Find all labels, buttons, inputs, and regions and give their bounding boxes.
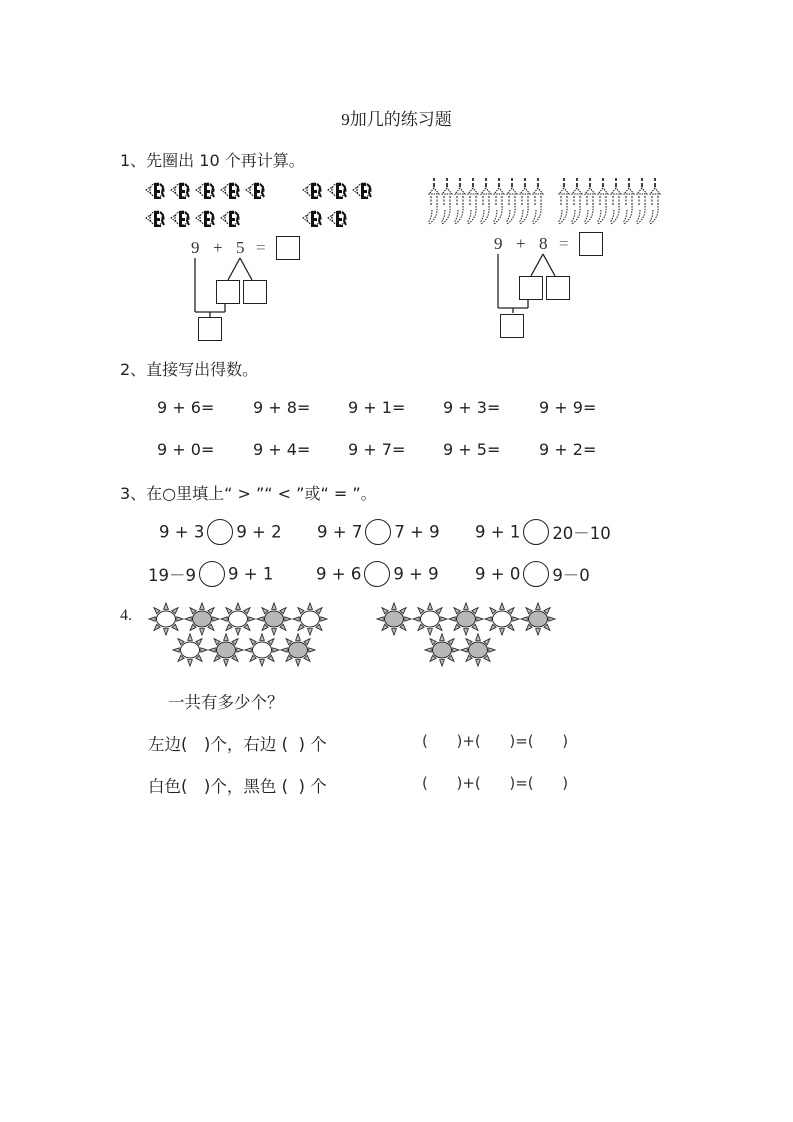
candle-icon bbox=[610, 178, 623, 230]
candle-icon bbox=[454, 178, 467, 230]
equals-sign: = bbox=[256, 238, 266, 257]
compare-circle[interactable] bbox=[207, 519, 233, 545]
candle-icon bbox=[584, 178, 597, 230]
make-ten-box[interactable] bbox=[500, 314, 524, 338]
candle-group-left bbox=[428, 178, 545, 230]
left-expr: 9 + 3 bbox=[159, 522, 205, 542]
question-3-heading: 3、在○里填上“ > ”“ < ”或“ = ”。 bbox=[120, 484, 377, 503]
candle-icon bbox=[428, 178, 441, 230]
answer-box[interactable] bbox=[276, 236, 300, 260]
compare-circle[interactable] bbox=[523, 561, 549, 587]
gray-sun-icon bbox=[280, 633, 316, 671]
fish-icon bbox=[327, 180, 350, 204]
candle-icon bbox=[597, 178, 610, 230]
problem: 9 + 2= bbox=[539, 440, 597, 459]
equals-sign: = bbox=[559, 234, 569, 253]
question-4-heading: 4. bbox=[120, 607, 132, 624]
split-box-1[interactable] bbox=[519, 276, 543, 300]
gray-sun-icon bbox=[520, 602, 556, 640]
right-expr: 9－0 bbox=[552, 566, 590, 585]
comparison-item bbox=[317, 519, 440, 545]
candle-icon bbox=[480, 178, 493, 230]
comparison-item bbox=[159, 519, 282, 545]
fish-group-row2-right bbox=[302, 208, 350, 232]
addend-a: 9 bbox=[494, 234, 503, 253]
addend-b: 8 bbox=[539, 234, 548, 253]
candle-icon bbox=[636, 178, 649, 230]
split-box-2[interactable] bbox=[243, 280, 267, 304]
comparison-item bbox=[475, 561, 590, 587]
problem: 9 + 6= bbox=[157, 398, 215, 417]
fish-icon bbox=[302, 208, 325, 232]
fish-icon bbox=[302, 180, 325, 204]
problem: 9 + 5= bbox=[443, 440, 501, 459]
comparison-item bbox=[475, 519, 611, 545]
candle-icon bbox=[623, 178, 636, 230]
problem: 9 + 7= bbox=[348, 440, 406, 459]
right-expr: 9 + 9 bbox=[393, 564, 439, 584]
candle-icon bbox=[441, 178, 454, 230]
candle-icon bbox=[571, 178, 584, 230]
split-box-1[interactable] bbox=[216, 280, 240, 304]
problem: 9 + 0= bbox=[157, 440, 215, 459]
fish-icon bbox=[220, 208, 243, 232]
problem: 9 + 9= bbox=[539, 398, 597, 417]
fish-icon bbox=[195, 180, 218, 204]
fish-icon bbox=[170, 208, 193, 232]
plus-sign: + bbox=[516, 234, 526, 253]
question-1-heading: 1、先圈出 10 个再计算。 bbox=[120, 151, 305, 170]
left-expr: 9 + 0 bbox=[475, 564, 521, 584]
fish-icon bbox=[145, 180, 168, 204]
right-expr: 9 + 2 bbox=[236, 522, 282, 542]
candle-icon bbox=[467, 178, 480, 230]
compare-circle[interactable] bbox=[364, 561, 390, 587]
fish-icon bbox=[220, 180, 243, 204]
right-expr: 20－10 bbox=[552, 524, 611, 543]
candle-icon bbox=[558, 178, 571, 230]
comparison-item bbox=[148, 561, 273, 587]
candle-icon bbox=[493, 178, 506, 230]
total-question: 一共有多少个？ bbox=[168, 693, 284, 712]
left-right-count-line: 左边( )个，右边 ( ) 个 bbox=[148, 735, 327, 754]
gray-sun-icon bbox=[460, 633, 496, 671]
gray-sun-icon bbox=[208, 633, 244, 671]
compare-circle[interactable] bbox=[523, 519, 549, 545]
fish-icon bbox=[170, 180, 193, 204]
sun-row-left-bottom bbox=[172, 633, 316, 671]
sun-row-right-bottom bbox=[424, 633, 496, 671]
compare-circle[interactable] bbox=[199, 561, 225, 587]
candle-icon bbox=[649, 178, 662, 230]
fish-icon bbox=[145, 208, 168, 232]
candle-group-right bbox=[558, 178, 662, 230]
right-expr: 7 + 9 bbox=[394, 522, 440, 542]
white-black-count-line: 白色( )个，黑色 ( ) 个 bbox=[148, 777, 327, 796]
addend-a: 9 bbox=[191, 238, 200, 257]
fish-icon bbox=[352, 180, 375, 204]
addition-expression-1: ( )+( )=( ) bbox=[422, 732, 569, 750]
gray-sun-icon bbox=[376, 602, 412, 640]
white-sun-icon bbox=[172, 633, 208, 671]
question-2-heading: 2、直接写出得数。 bbox=[120, 360, 259, 379]
gray-sun-icon bbox=[424, 633, 460, 671]
candle-icon bbox=[506, 178, 519, 230]
page-title: 9加几的练习题 bbox=[341, 110, 452, 129]
left-expr: 9 + 1 bbox=[475, 522, 521, 542]
make-ten-box[interactable] bbox=[198, 317, 222, 341]
candle-icon bbox=[532, 178, 545, 230]
fish-group-row1-right bbox=[302, 180, 375, 204]
problem: 9 + 1= bbox=[348, 398, 406, 417]
white-sun-icon bbox=[244, 633, 280, 671]
addition-expression-2: ( )+( )=( ) bbox=[422, 774, 569, 792]
plus-sign: + bbox=[213, 238, 223, 257]
compare-circle[interactable] bbox=[365, 519, 391, 545]
left-expr: 9 + 6 bbox=[316, 564, 362, 584]
fish-group-row2-left bbox=[145, 208, 243, 232]
right-expr: 9 + 1 bbox=[228, 564, 274, 584]
fish-icon bbox=[195, 208, 218, 232]
fish-group-row1-left bbox=[145, 180, 268, 204]
left-expr: 9 + 7 bbox=[317, 522, 363, 542]
problem: 9 + 8= bbox=[253, 398, 311, 417]
fish-icon bbox=[245, 180, 268, 204]
addend-b: 5 bbox=[236, 238, 245, 257]
split-box-2[interactable] bbox=[546, 276, 570, 300]
problem: 9 + 4= bbox=[253, 440, 311, 459]
comparison-item bbox=[316, 561, 439, 587]
problem: 9 + 3= bbox=[443, 398, 501, 417]
fish-icon bbox=[327, 208, 350, 232]
left-expr: 19－9 bbox=[148, 566, 196, 585]
answer-box[interactable] bbox=[579, 232, 603, 256]
candle-icon bbox=[519, 178, 532, 230]
